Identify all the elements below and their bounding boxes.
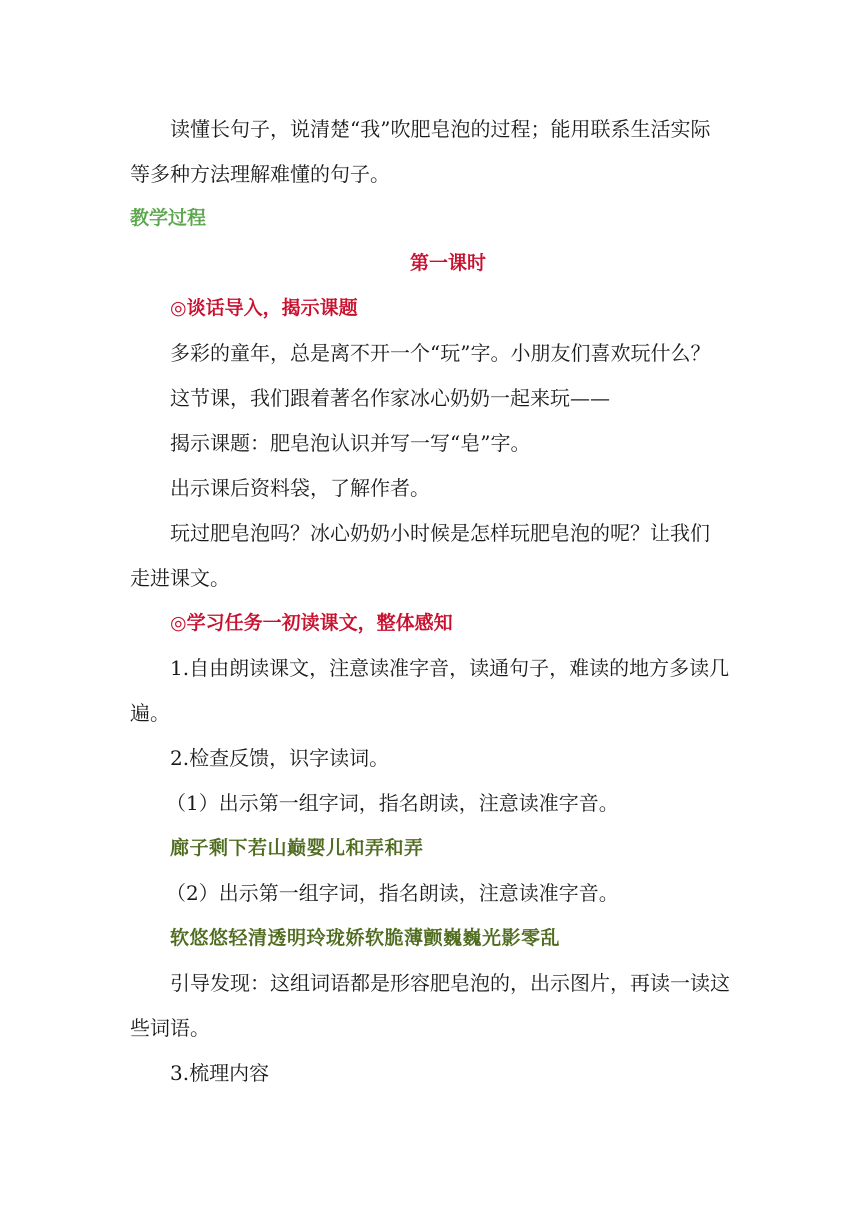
step1-line-2: 遍。 bbox=[130, 701, 170, 725]
objective-line-1: 读懂长句子，说清楚“我”吹肥皂泡的过程；能用联系生活实际 bbox=[170, 117, 711, 141]
part1-paragraph-1: 多彩的童年，总是离不开一个“玩”字。小朋友们喜欢玩什么？ bbox=[170, 341, 711, 365]
part1-paragraph-5-line-1: 玩过肥皂泡吗？冰心奶奶小时候是怎样玩肥皂泡的呢？让我们 bbox=[170, 521, 710, 545]
part1-heading bbox=[170, 296, 358, 320]
lesson-title: 第一课时 bbox=[410, 252, 487, 274]
objective-line-2: 等多种方法理解难懂的句子。 bbox=[130, 162, 390, 186]
part1-paragraph-3: 揭示课题：肥皂泡认识并写一写“皂”字。 bbox=[170, 431, 531, 455]
section-heading: 教学过程 bbox=[130, 207, 207, 229]
sub-step-2: （2）出示第一组字词，指名朗读，注意读准字音。 bbox=[166, 881, 619, 905]
word-group-1: 廊子剩下若山巅婴儿和弄和弄 bbox=[170, 837, 424, 859]
step3: 3.梳理内容 bbox=[170, 1061, 270, 1085]
part1-paragraph-2: 这节课，我们跟着著名作家冰心奶奶一起来玩—— bbox=[170, 386, 610, 410]
sub-step-1: （1）出示第一组字词，指名朗读，注意读准字音。 bbox=[166, 791, 619, 815]
guide-line-2: 些词语。 bbox=[130, 1016, 210, 1040]
part2-heading bbox=[170, 611, 453, 635]
part1-heading-text: 谈话导入，揭示课题 bbox=[186, 297, 358, 319]
part1-paragraph-5-line-2: 走进课文。 bbox=[130, 566, 230, 590]
step1-line-1: 1.自由朗读课文，注意读准字音，读通句子，难读的地方多读几 bbox=[170, 656, 730, 680]
step2: 2.检查反馈，识字读词。 bbox=[170, 746, 390, 770]
part1-paragraph-4: 出示课后资料袋，了解作者。 bbox=[170, 476, 430, 500]
word-group-2: 软悠悠轻清透明玲珑娇软脆薄颤巍巍光影零乱 bbox=[170, 927, 561, 949]
part2-marker-icon: ◎ bbox=[170, 612, 187, 634]
guide-line-1: 引导发现：这组词语都是形容肥皂泡的，出示图片，再读一读这 bbox=[170, 971, 730, 995]
part2-heading-text: 学习任务一初读课文，整体感知 bbox=[186, 612, 453, 634]
part1-marker-icon: ◎ bbox=[170, 297, 187, 319]
